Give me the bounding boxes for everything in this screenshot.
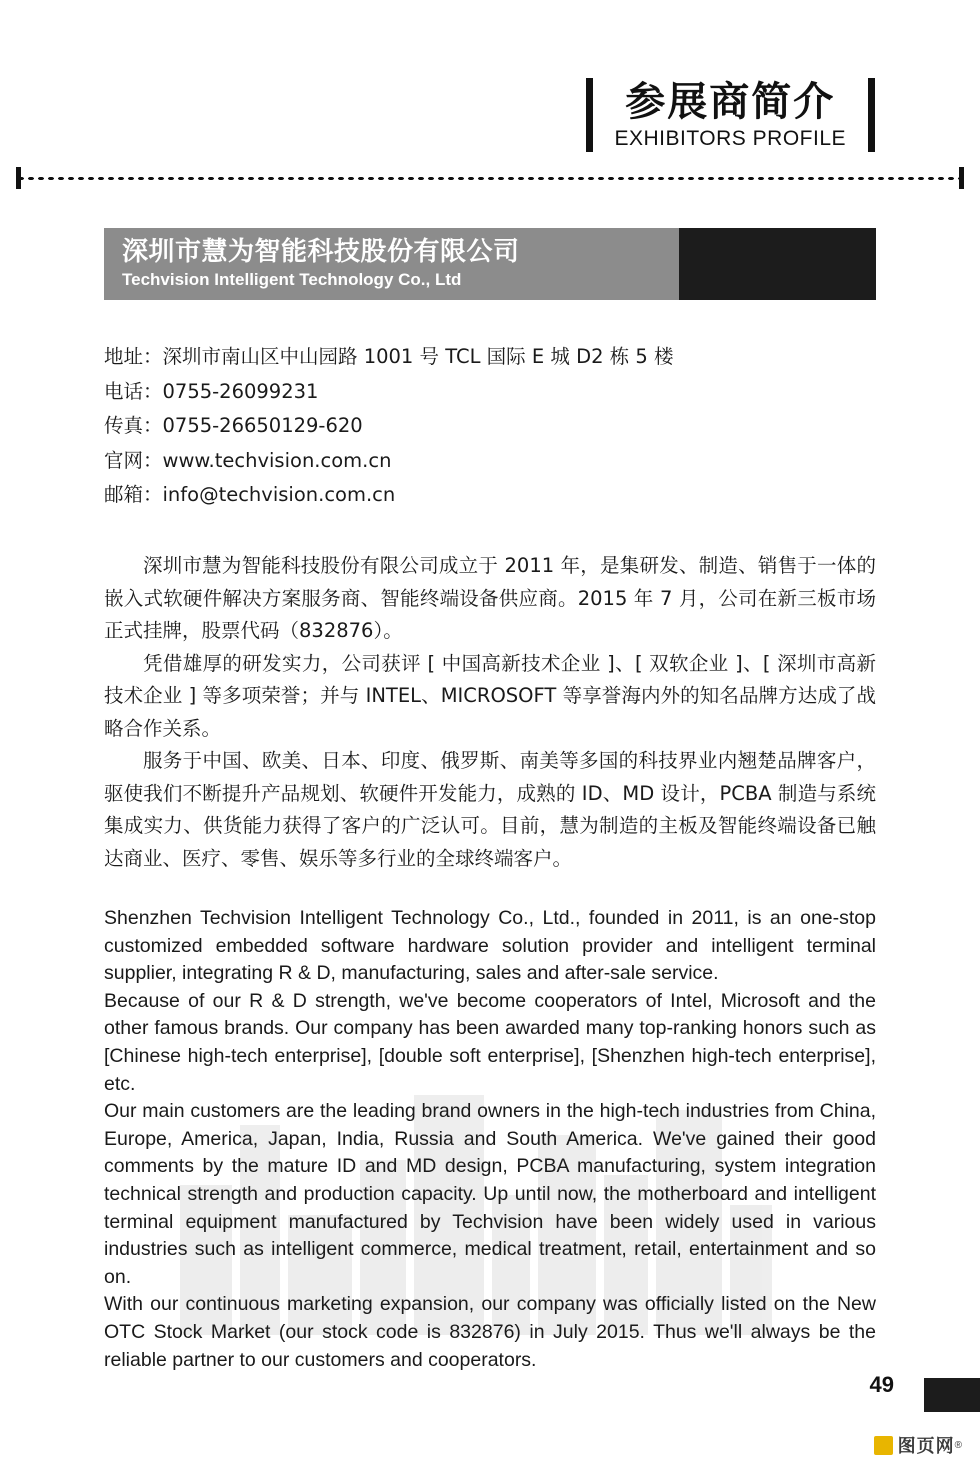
header-right-bar [868, 78, 875, 152]
company-name-en: Techvision Intelligent Technology Co., Ltd [122, 270, 462, 289]
company-name-bar-accent [679, 228, 876, 300]
contact-website[interactable]: 官网：www.techvision.com.cn [104, 448, 392, 472]
page-header [0, 78, 980, 158]
chinese-paragraph-1: 深圳市慧为智能科技股份有限公司成立于 2011 年，是集研发、制造、销售于一体的嵌入式软硬件解决方案服务商、智能终端设备供应商。2015 年 7 月，公司在新三板市场正式挂牌，股票代码（832876）。 [104, 554, 876, 642]
dotted-divider [16, 176, 964, 181]
header-left-bar [586, 78, 593, 152]
english-paragraph-4: With our continuous marketing expansion, our company was officially listed on the New OTC Stock Market (our stock code is 832876) in July 2015. Thus we'll always be the reliable partner to our customers and cooperators. [104, 1293, 876, 1371]
logo-square-icon [874, 1436, 893, 1455]
footer-accent-block [924, 1378, 980, 1412]
contact-fax: 传真：0755-26650129-620 [104, 414, 363, 437]
chinese-description [104, 550, 876, 875]
page-number: 49 [869, 1372, 894, 1397]
company-name-cn: 深圳市慧为智能科技股份有限公司 [122, 237, 520, 267]
header-titles [615, 78, 847, 152]
contact-address: 地址：深圳市南山区中山园路 1001 号 TCL 国际 E 城 D2 栋 5 楼 [104, 345, 674, 368]
header-inner [586, 78, 876, 152]
logo-registered-mark: ® [954, 1439, 962, 1451]
chinese-paragraph-3: 服务于中国、欧美、日本、印度、俄罗斯、南美等多国的科技界业内翘楚品牌客户，驱使我们不断提升产品规划、软硬件开发能力，成熟的 ID、MD 设计，PCBA 制造与系统集成实力、供货能力获得了客户的广泛认可。目前，慧为制造的主板及智能终端设备已触达商业、医疗、零售、娱乐等多行业的全球终端客户。 [104, 749, 876, 870]
company-name-block [104, 228, 679, 300]
chinese-paragraph-2: 凭借雄厚的研发实力，公司获评 [ 中国高新技术企业 ]、[ 双软企业 ]、[ 深圳市高新技术企业 ] 等多项荣誉；并与 INTEL、MICROSOFT 等享誉海内外的知名品牌方达成了战略合作关系。 [104, 651, 876, 740]
header-title-cn: 参展商简介 [625, 79, 836, 125]
site-watermark-logo [874, 1432, 962, 1458]
english-paragraph-2: Because of our R & D strength, we've become cooperators of Intel, Microsoft and the other famous brands. Our company has been awarded many top-ranking honors such as [Chinese high-tech enterprise], [double soft enterprise], [Shenzhen high-tech enterprise], etc. [104, 989, 876, 1095]
contact-email[interactable]: 邮箱：info@techvision.com.cn [104, 483, 396, 506]
dotted-rule-right-cap [959, 167, 964, 189]
contact-block [104, 340, 884, 513]
header-title-en: EXHIBITORS PROFILE [614, 127, 846, 150]
company-name-bar [104, 228, 876, 300]
english-paragraph-3: Our main customers are the leading brand owners in the high-tech industries from China, Europe, America, Japan, India, Russia and South America. We've gained their good comments by the mature ID and MD design, PCBA manufacturing, system integration technical strength and production capacity. Up until now, the motherboard and intelligent terminal equipment manufactured by Techvision have been widely used in various industries such as intelligent commerce, medical treatment, retail, entertainment and so on. [104, 1100, 876, 1288]
contact-phone: 电话：0755-26099231 [104, 379, 319, 403]
logo-text: 图页网 [897, 1436, 955, 1457]
english-description [104, 905, 876, 1374]
english-paragraph-1: Shenzhen Techvision Intelligent Technology Co., Ltd., founded in 2011, is an one-stop customized embedded software hardware solution provider and intelligent terminal supplier, integrating R & D, manufacturing, sales and after-sale service. [104, 907, 876, 985]
